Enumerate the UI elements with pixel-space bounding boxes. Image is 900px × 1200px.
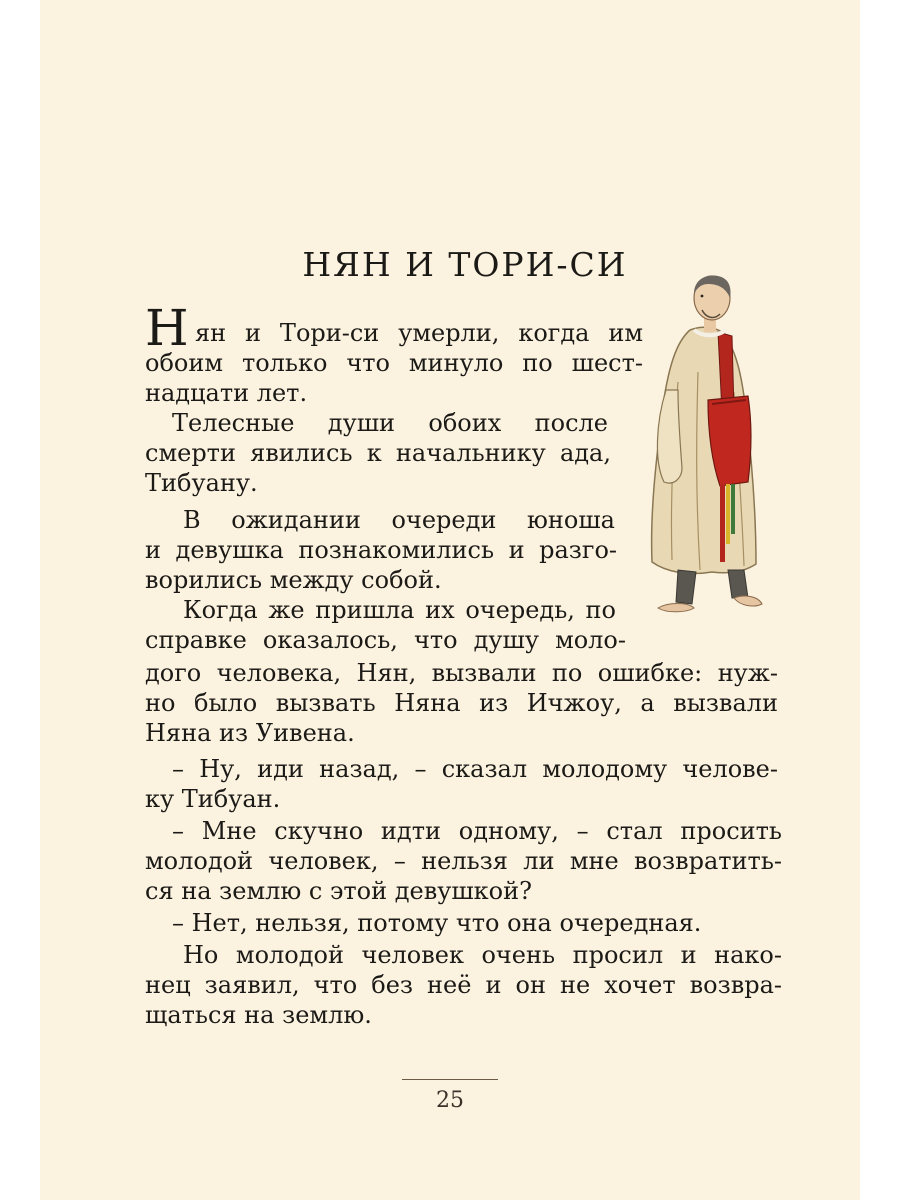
paragraph-line: но было вызвать Няна из Ичжоу, а вызвали: [145, 689, 778, 717]
paragraph-line: – Ну, иди назад, – сказал молодому челове-: [172, 755, 778, 783]
paragraph-line: ворились между собой.: [145, 566, 442, 594]
paragraph-line: ян и Тори-си умерли, когда им: [195, 319, 643, 347]
paragraph-line: обоим только что минуло по шест-: [145, 349, 643, 377]
paragraph-line: нец заявил, что без неё и он не хочет возвра-: [145, 971, 782, 999]
paragraph-line: ку Тибуан.: [145, 785, 281, 813]
paragraph-line: молодой человек, – нельзя ли мне возвратить-: [145, 847, 782, 875]
paragraph-line: – Мне скучно идти одному, – стал просить: [172, 817, 782, 845]
paragraph-line: ся на землю с этой девушкой?: [145, 877, 532, 905]
paragraph-line: Няна из Уивена.: [145, 719, 355, 747]
drop-cap: Н: [145, 299, 189, 357]
paragraph-line: Когда же пришла их очередь, по: [183, 596, 616, 624]
book-page: [40, 0, 860, 1200]
paragraph-line: дого человека, Нян, вызвали по ошибке: нуж-: [145, 659, 778, 687]
paragraph-line: и девушка познакомились и разго-: [145, 536, 617, 564]
paragraph-line: – Нет, нельзя, потому что она очередная.: [172, 909, 702, 937]
paragraph-line: Но молодой человек очень просил и нако-: [183, 941, 782, 969]
page-number: 25: [436, 1088, 464, 1113]
paragraph-line: В ожидании очереди юноша: [183, 506, 615, 534]
paragraph-line: надцати лет.: [145, 379, 308, 407]
paragraph-line: Телесные души обоих после: [172, 409, 608, 437]
monk-illustration: [648, 272, 764, 624]
chapter-title: НЯН И ТОРИ-СИ: [302, 245, 628, 284]
paragraph-line: щаться на землю.: [145, 1001, 372, 1029]
paragraph-line: смерти явились к начальнику ада,: [145, 439, 611, 467]
page-number-rule: [402, 1079, 498, 1080]
paragraph-line: Тибуану.: [145, 469, 258, 497]
paragraph-line: справке оказалось, что душу моло-: [145, 626, 626, 654]
